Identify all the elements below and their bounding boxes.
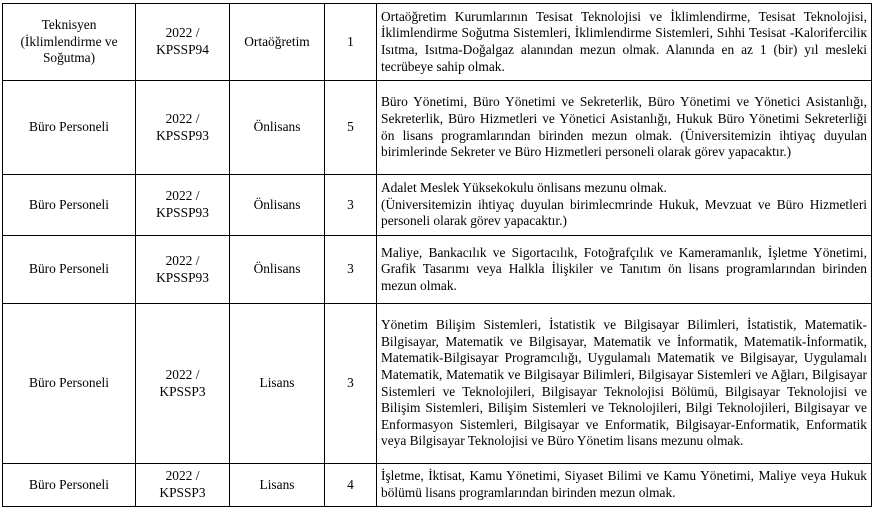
code-cell: 2022 / KPSSP3 bbox=[136, 464, 230, 507]
code-cell: 2022 / KPSSP94 bbox=[136, 4, 230, 81]
count-cell: 3 bbox=[325, 304, 377, 464]
code-cell: 2022 / KPSSP93 bbox=[136, 81, 230, 175]
education-cell: Önlisans bbox=[230, 236, 325, 304]
requirements-cell: Maliye, Bankacılık ve Sigortacılık, Fotoğrafçılık ve Kameramanlık, İşletme Yönetimi, Grafik Tasarımı veya Halkla İlişkiler ve Tanıtım ön lisans programlarından birinden mezun olmak. bbox=[377, 236, 872, 304]
education-cell: Önlisans bbox=[230, 175, 325, 236]
position-cell: Büro Personeli bbox=[3, 81, 136, 175]
requirements-cell: Büro Yönetimi, Büro Yönetimi ve Sekreterlik, Büro Yönetimi ve Yönetici Asistanlığı, Sekreterlik, Büro Hizmetleri ve Yönetici Asistanlığı, Hukuk Büro Yönetimi Sekreterliği ön lisans programlarından birinden mezun olmak. (Üniversitemizin ihtiyaç duyulan birimlerinde Sekreter ve Büro Hizmetleri personeli olarak görev yapacaktır.) bbox=[377, 81, 872, 175]
education-cell: Önlisans bbox=[230, 81, 325, 175]
code-cell: 2022 / KPSSP3 bbox=[136, 304, 230, 464]
count-cell: 4 bbox=[325, 464, 377, 507]
count-cell: 5 bbox=[325, 81, 377, 175]
position-cell: Büro Personeli bbox=[3, 304, 136, 464]
position-cell: Teknisyen (İklimlendirme ve Soğutma) bbox=[3, 4, 136, 81]
requirements-cell: Adalet Meslek Yüksekokulu önlisans mezunu olmak. (Üniversitemizin ihtiyaç duyulan birimlecmrinde Hukuk, Mevzuat ve Büro Hizmetleri personeli olarak görev yapacaktır.) bbox=[377, 175, 872, 236]
education-cell: Lisans bbox=[230, 304, 325, 464]
position-cell: Büro Personeli bbox=[3, 464, 136, 507]
education-cell: Ortaöğretim bbox=[230, 4, 325, 81]
count-cell: 1 bbox=[325, 4, 377, 81]
table-row bbox=[3, 304, 872, 464]
table-row bbox=[3, 4, 872, 81]
job-positions-table bbox=[2, 3, 872, 507]
requirements-cell: Ortaöğretim Kurumlarının Tesisat Teknolojisi ve İklimlendirme, Tesisat Teknolojisi, İklimlendirme Soğutma Sistemleri, İklimlendirme Sistemleri, Sıhhi Tesisat -Kaloriferciliк Isıtma, Isıtma-Doğalgaz alanından mezun olmak. Alanında en az 1 (bir) yıl mesleki tecrübeye sahip olmak. bbox=[377, 4, 872, 81]
education-cell: Lisans bbox=[230, 464, 325, 507]
table-row bbox=[3, 236, 872, 304]
code-cell: 2022 / KPSSP93 bbox=[136, 175, 230, 236]
position-cell: Büro Personeli bbox=[3, 236, 136, 304]
count-cell: 3 bbox=[325, 236, 377, 304]
table-row bbox=[3, 81, 872, 175]
table-row bbox=[3, 464, 872, 507]
position-cell: Büro Personeli bbox=[3, 175, 136, 236]
requirements-cell: İşletme, İktisat, Kamu Yönetimi, Siyaset Bilimi ve Kamu Yönetimi, Maliye veya Hukuk bölümü lisans programlarından birinden mezun olmak. bbox=[377, 464, 872, 507]
count-cell: 3 bbox=[325, 175, 377, 236]
table-row bbox=[3, 175, 872, 236]
code-cell: 2022 / KPSSP93 bbox=[136, 236, 230, 304]
requirements-cell: Yönetim Bilişim Sistemleri, İstatistik ve Bilgisayar Bilimleri, İstatistik, Matematik-Bilgisayar, Matematik ve Bilgisayar, Matematik ve İnformatik, Matematik-İnformatik, Matematik-Bilgisayar Programcılığı, Uygulamalı Matematik ve Bilgisayar, Uygulamalı Matematik, Matematik ve Bilgisayar Bilimleri, Bilgisayar Sistemleri ve Ağları, Bilgisayar Sistemleri ve Teknolojileri, Bilgisayar Teknolojisi Bölümü, Bilgisayar Teknolojisi ve Bilişim Sistemleri, Bilişim Sistemleri ve Teknolojileri, Bilgi Teknolojileri, Bilgisayar ve Enformasyon Sistemleri, Bilgisayar ve Enformatik, Bilgisayar-Enformatik, Enformatik veya Bilgisayar Teknolojisi ve Büro Yönetim lisans mezunu olmak. bbox=[377, 304, 872, 464]
